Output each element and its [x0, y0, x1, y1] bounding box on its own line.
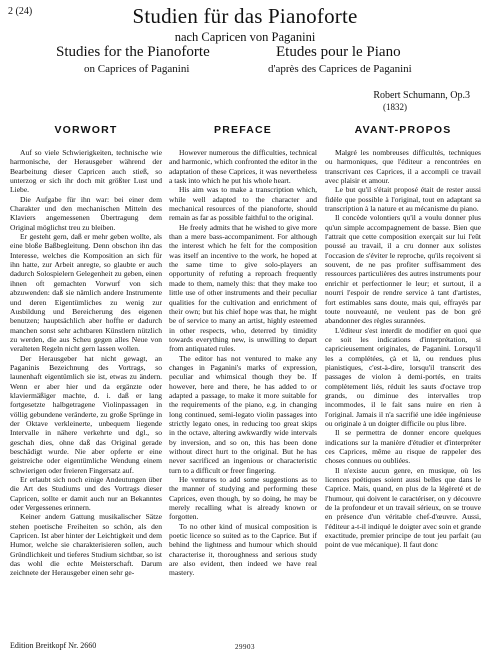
- paragraph-de: Auf so viele Schwierigkeiten, technische wie harmonische, der Herausgeber während der Bearbeitung dieser Capricen auch stieß, so unterzog er sich ihr doch mit größter Lust und Liebe.: [10, 148, 162, 195]
- paragraph-de: Keiner andern Gattung musikalischer Sätze stehen poetische Freiheiten so schön, als den Capricen. Ist aber hinter der Leichtigkeit und dem Humor, welche sie charakterisieren sollen, auch Gründlichkeit und tieferes Studium sichtbar, so ist das wohl die echte Meisterschaft. Darum zeichnete der Herausgeber einen sehr ge-: [10, 512, 162, 578]
- column-german: [10, 124, 162, 629]
- paragraph-fr: Il concède volontiers qu'il a voulu donner plus qu'un simple accompagnement de basse. Bien que l'attrait que cette composition exerçait sur lui l'eût poussé au travail, il a cru donner aux solistes l'occasion de s'éviter le reproche, qu'ils reçoivent si souvent, de ne pas profiter suffisamment des ressources particulières des autres instruments pour enrichir et perfectionner le leur; et surtout, il a nourri l'espoir de rendre service à tant d'artistes, fort estimables sans doute, mais qui, effrayés par toute nouveauté, ne veulent pas de bon gré abandonner des règles surannées.: [325, 213, 481, 326]
- paragraph-de: Der Herausgeber hat nicht gewagt, an Paganinis Bezeichnung des Vortrags, so launenhaft eigentümlich sie ist, etwas zu ändern. Wenn er aber hier und da ergänzte oder klaviermäßiger machte, d. i. daß er lang fortgesetzte halbgetragene Violinpassagen in völlig gebundene veränderte, zu große Sprünge in der Oktave verkleinerte, unbequem liegende Intervalle in nähere verkehrte und dgl., so geschah dies, ohne daß das Original gerade beschädigt wurde. Nie aber opferte er eine geistreiche oder eigentümliche Wendung einem schwierigen oder freieren Fingersatz auf.: [10, 353, 162, 475]
- title-english: Studies for the Pianoforte: [56, 44, 210, 60]
- subtitle-german: nach Capricen von Paganini: [174, 30, 316, 44]
- paragraph-en: He freely admits that he wished to give more than a mere bass-accompaniment. For although the interest which he felt for the composition was itself an incentive to the work, he hoped at the same time to give solo-players an opportunity of refuting a reproach frequently made to them, namely this: that they make too little use of other instruments and their peculiar qualities for the cultivation and enrichment of their own; but his chief hope was that, he might be of service to many an artist, highly esteemed in other respects, who, deterred by timidity towards everything new, is unwilling to depart from antiquated rules.: [169, 222, 317, 354]
- plate-number: 29903: [235, 643, 255, 651]
- paragraph-en: To no other kind of musical composition is poetic licence so suited as to the Caprice. But if behind the lightness and humour which should characterise it, thoroughness and serious study are also evident, then indeed we have real mastery.: [169, 521, 317, 578]
- paragraph-de: Er erlaubt sich noch einige Andeutungen über die Art des Studiums und des Vortrags dieser Capricen, sollte er damit auch nur an Bekanntes oder Vergessenes erinnern.: [10, 475, 162, 513]
- paragraph-en: He ventures to add some suggestions as to the manner of studying and performing these Caprices, even though, by so doing, he may be merely recalling what is already known or forgotten.: [169, 475, 317, 522]
- paragraph-fr: Le but qu'il s'était proposé était de rester aussi fidèle que possible à l'original, tout en adaptant sa transcription à la nature et au mécanisme du piano.: [325, 185, 481, 214]
- page-number: 2 (24): [8, 6, 33, 17]
- title-french: Etudes pour le Piano: [276, 44, 401, 60]
- subtitle-english: on Caprices of Paganini: [84, 63, 190, 75]
- column-french: [325, 124, 481, 629]
- column-english: [169, 124, 317, 629]
- composer-opus: Robert Schumann, Op.3: [373, 90, 470, 101]
- heading-preface: PREFACE: [214, 124, 272, 136]
- subtitle-french: d'après des Caprices de Paganini: [268, 63, 412, 75]
- paragraph-en: His aim was to make a transcription which, while well adapted to the character and mechanical resources of the pianoforte, should remain as far as possible faithful to the original.: [169, 185, 317, 223]
- paragraph-fr: Malgré les nombreuses difficultés, techniques ou harmoniques, que l'éditeur a rencontrées en transcrivant ces Caprices, il a accompli ce travail avec plaisir et amour.: [325, 148, 481, 186]
- heading-avant-propos: AVANT-PROPOS: [354, 124, 452, 136]
- paragraph-fr: Il n'existe aucun genre, en musique, où les licences poétiques soient aussi belles que dans le Caprice. Mais, quand, en plus de la légèreté et de l'humour, qui doivent le caractériser, on y découvre de la profondeur et un travail sérieux, on se trouve en présence d'un véritable chef-d'œuvre. Aussi, l'éditeur a-t-il indiqué le doigter avec soin et grande exactitude, premier principe de tout jeu parfait (au point de vue mécanique). Il faut donc: [325, 465, 481, 550]
- edition-number: Edition Breitkopf Nr. 2660: [10, 641, 97, 650]
- paragraph-fr: L'éditeur s'est interdit de modifier en quoi que ce soit les indications d'interprétation, si capricieusement originales, de Paganini. Lorsqu'il les a complétées, çà et là, ou rendues plus pianistiques, c'est-à-dire, lorsqu'il transcrit des passages de violon à demi-portés, en traits complètement liés, réduit les sauts d'octave trop grands, ou diminue des intervalles trop incommodes, il le fait sans nuire en rien à l'original. Jamais il n'a sacrifié une idée ingénieuse ou originale à un doigter difficile ou plus libre.: [325, 325, 481, 428]
- paragraph-en: However numerous the difficulties, technical and harmonic, which confronted the editor in the adaptation of these Caprices, it was nevertheless a task into which he put his whole heart.: [169, 148, 317, 186]
- heading-vorwort: VORWORT: [54, 124, 118, 136]
- paragraph-en: The editor has not ventured to make any changes in Paganini's marks of expression, peculiar and whimsical though they be. If however, here and there, he has added to or adapted a passage, to make it more suitable for the requirements of the piano, e.g. in changing long continued, semi-legato violin passages into strictly legato ones, in reducing too great skips in the octave, altering awkwardly wide intervals by inversion, and so on, this has been done without direct hurt to the original. But he has never sacrificed an ingenious or characteristic turn to a difficult or freer fingering.: [169, 353, 317, 475]
- composition-year: (1832): [383, 102, 407, 112]
- page-title: Studien für das Pianoforte: [132, 4, 358, 28]
- paragraph-fr: Il se permettra de donner encore quelques indications sur la manière d'étudier et d'interpréter ces Caprices, même au risque de rappeler des choses connues ou oubliées.: [325, 428, 481, 466]
- paragraph-de: Er gesteht gern, daß er mehr geben wollte, als eine bloße Baßbegleitung. Denn obschon ihn das Interesse, welches die Komposition an sich für ihn hatte, zur Arbeit anregte, so glaubte er auch dadurch Solospielern Gelegenheit zu geben, einen ihnen oft gemachten Vorwurf von sich abzuwenden: daß sie nämlich andere Instrumente und deren Eigentümliches zu wenig zur Ausbildung und Bereicherung des eigenen benutzen; hauptsächlich aber hoffte er dadurch manchen sonst sehr achtbaren Künstlern nützlich zu werden, die aus Scheu gegen alles Neue von veralteten Regeln nicht gern lassen wollen.: [10, 232, 162, 354]
- paragraph-de: Die Aufgabe für ihn war: bei einer dem Charakter und den mechanischen Mitteln des Klaviers angemessenen Übertragung dem Original möglichst treu zu bleiben.: [10, 194, 162, 232]
